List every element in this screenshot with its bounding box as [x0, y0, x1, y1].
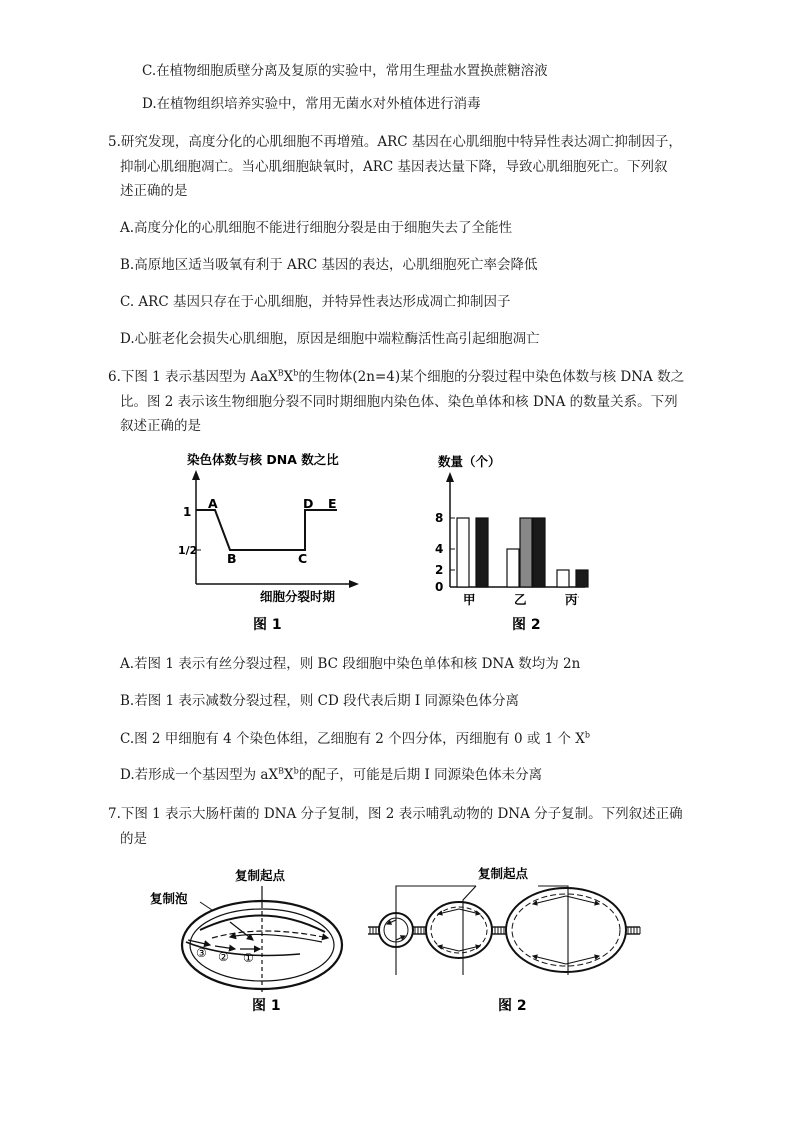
q5-stem-line1: 5.研究发现，高度分化的心肌细胞不再增殖。ARC 基因在心肌细胞中特异性表达凋亡抑制因子，: [108, 134, 682, 150]
figure1-series-line: [196, 510, 337, 550]
figure2-category-乙: 乙: [514, 592, 527, 607]
figure1-tick-1: 1: [183, 505, 192, 519]
q4-option-d: D.在植物组织培养实验中，常用无菌水对外植体进行消毒: [142, 96, 481, 112]
q6-option-d: D.若形成一个基因型为 $aX^BX^b$的配子，可能是后期 I 同源染色体未分离: [120, 766, 543, 783]
q4-option-c: C.在植物细胞质壁分离及复原的实验中，常用生理盐水置换蔗糖溶液: [142, 63, 548, 79]
figure2-chart: [425, 448, 600, 638]
figure1-ylabel: 染色体数与核 DNA 数之比: [187, 452, 339, 467]
dna-fig1-bubble-pointer: [200, 902, 212, 910]
dna-fig2-origin-line-mid: [463, 886, 476, 975]
dna-fig2-base-pairs: [370, 927, 640, 934]
q5-stem-line3: 述正确的是: [120, 183, 188, 199]
dna-fig1-bubble-label: 复制泡: [150, 891, 188, 906]
dna-fig2-origin-label: 复制起点: [478, 866, 529, 881]
dna-fig2-caption: 图 2: [498, 998, 527, 1014]
figure1-point-d: D: [303, 496, 314, 511]
figure2-category-丙: 丙: [565, 592, 578, 607]
figure2-caption: 图 2: [512, 617, 541, 633]
figure2-bar-乙-gray: [520, 518, 532, 587]
figure1-point-a: A: [208, 496, 218, 511]
dna-fig2-bubble-2: [426, 902, 492, 958]
figure2-tick-4: 4: [435, 542, 444, 556]
dna-fig1-fork-left: [230, 934, 322, 942]
figure1-x-arrow: [349, 580, 359, 588]
figure1-point-e: E: [328, 496, 337, 511]
q5-option-a: A.高度分化的心肌细胞不能进行细胞分裂是由于细胞失去了全能性: [120, 220, 513, 236]
figure2-bar-丙-black: [576, 570, 588, 587]
q6-stem-line1: 6.下图 1 表示基因型为 $AaX^BX^b$的生物体(2n=4)某个细胞的分裂过程中染色体数与核 DNA 数之: [108, 368, 685, 385]
figure2-tick-2: 2: [435, 563, 444, 577]
q5-option-b: B.高原地区适当吸氧有利于 ARC 基因的表达，心肌细胞死亡率会降低: [120, 257, 538, 273]
q5-option-c: C. ARC 基因只存在于心肌细胞，并特异性表达形成凋亡抑制因子: [120, 294, 511, 310]
figure2-bar-乙-black: [533, 518, 545, 587]
figure1-tick-half: 1/2: [178, 544, 198, 557]
figure1-y-arrow: [192, 470, 200, 480]
q5-option-d: D.心脏老化会损失心肌细胞，原因是细胞中端粒酶活性高引起细胞凋亡: [120, 331, 540, 347]
dna-fig1-caption: 图 1: [252, 998, 281, 1014]
dna-fig1-num-3: ③: [196, 946, 207, 960]
figure2-mark: ·: [577, 593, 580, 602]
figure1-caption: 图 1: [253, 617, 282, 633]
figure2-bar-甲-white: [457, 518, 469, 587]
q6-stem-line2: 比。图 2 表示该生物细胞分裂不同时期细胞内染色体、染色单体和核 DNA 的数量关系。下列: [120, 394, 678, 410]
figure2-ylabel: 数量（个）: [438, 454, 501, 469]
figure2-tick-0: 0: [435, 580, 444, 594]
dna-fig1-num-2: ②: [218, 950, 229, 964]
figure2-bar-丙-white: [557, 570, 569, 587]
figure1-point-c: C: [298, 551, 308, 566]
dna-fig1-origin-label: 复制起点: [235, 868, 286, 883]
figure2-category-甲: 甲: [463, 592, 476, 607]
dna-fig1-num-1: ①: [243, 951, 254, 965]
q6-option-b: B.若图 1 表示减数分裂过程，则 CD 段代表后期 I 同源染色体分离: [120, 693, 520, 709]
figure2-y-arrow: [446, 472, 454, 482]
figure2-bar-乙-white: [507, 549, 519, 587]
dna-figure1: [140, 860, 365, 1020]
figure1-xlabel: 细胞分裂时期: [260, 589, 336, 604]
figure1-chart: [175, 448, 375, 638]
figure2-bar-甲-black: [476, 518, 488, 587]
q5-stem-line2: 抑制心肌细胞凋亡。当心肌细胞缺氧时，ARC 基因表达量下降，导致心肌细胞死亡。下列叙: [120, 159, 668, 175]
q7-stem-line2: 的是: [120, 831, 147, 847]
dna-fig1-bubble-top: [200, 915, 325, 932]
q6-option-a: A.若图 1 表示有丝分裂过程，则 BC 段细胞中染色单体和核 DNA 数均为 2n: [120, 656, 581, 672]
dna-fig1-okazaki-2: [215, 946, 235, 949]
figure1-point-b: B: [227, 551, 237, 566]
dna-fig2-bubble-3: [506, 888, 626, 972]
q6-option-c: C.图 2 甲细胞有 4 个染色体组，乙细胞有 2 个四分体，丙细胞有 0 或 1 个 $X^b$: [120, 730, 591, 747]
figure2-tick-8: 8: [435, 511, 444, 525]
q7-stem-line1: 7.下图 1 表示大肠杆菌的 DNA 分子复制，图 2 表示哺乳动物的 DNA 分子复制。下列叙述正确: [108, 806, 683, 822]
dna-figure2: [368, 860, 658, 1020]
q6-stem-line3: 叙述正确的是: [120, 418, 201, 434]
dna-fig2-bubble-3-inner: [512, 894, 620, 966]
